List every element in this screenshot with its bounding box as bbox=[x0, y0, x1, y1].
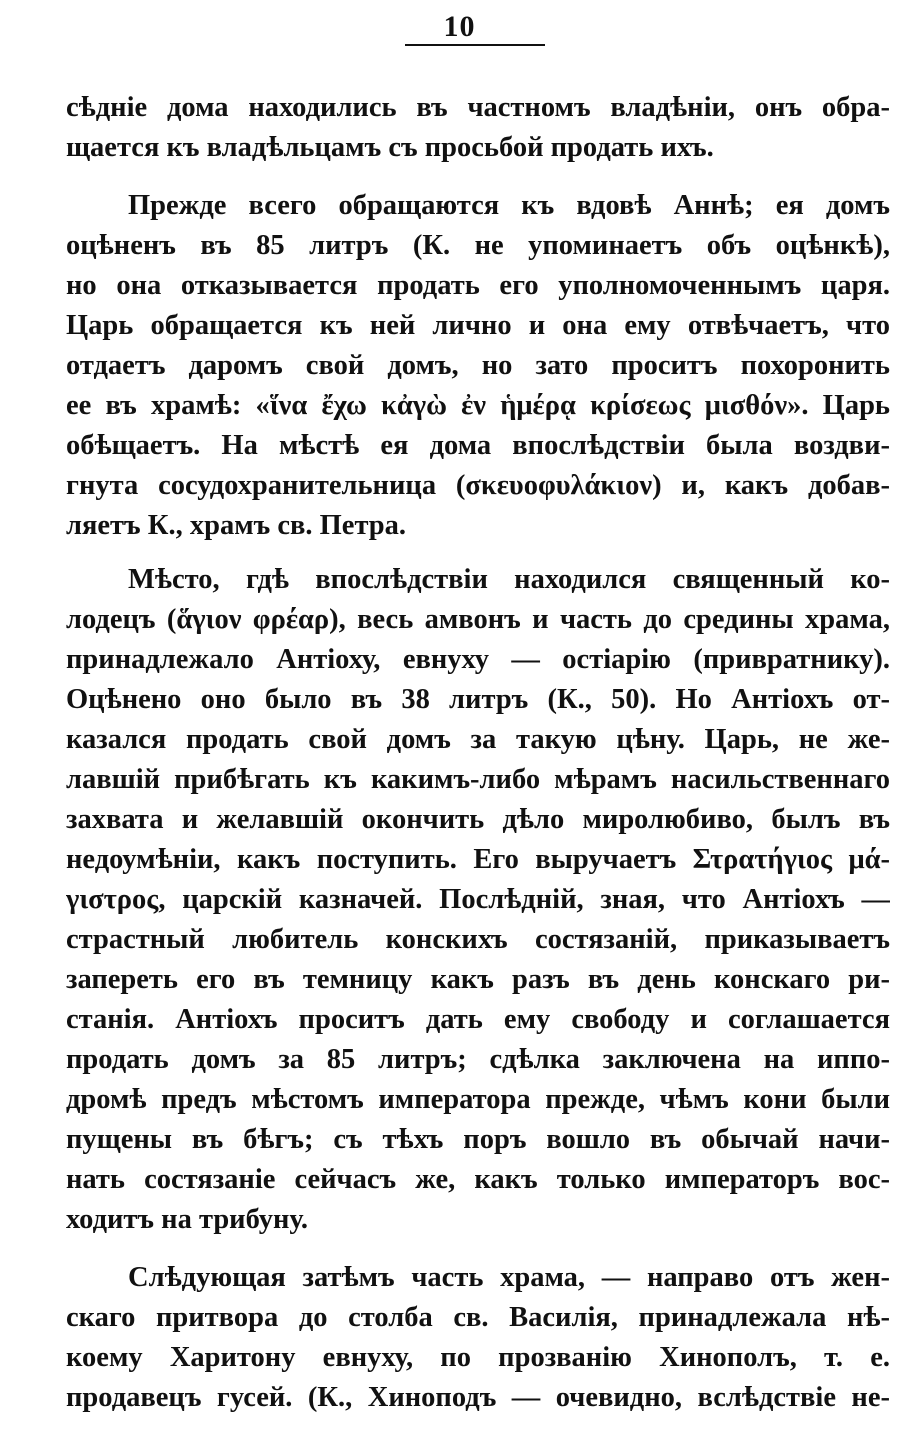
text-line: обѣщаетъ. На мѣстѣ ея дома впослѣдствіи была воздви- bbox=[66, 430, 890, 461]
text-line: принадлежало Антіоху, евнуху — остіарію (привратнику). bbox=[66, 644, 890, 675]
paragraph-4 bbox=[66, 1258, 890, 1418]
text-line: ее въ храмѣ: «ἵνα ἔχω κἀγὼ ἐν ἡμέρᾳ κρίσεως μισθόν». Царь bbox=[66, 390, 890, 421]
text-line: ляетъ К., храмъ св. Петра. bbox=[66, 510, 407, 541]
text-line: запереть его въ темницу какъ разъ въ день конскаго ри- bbox=[66, 964, 890, 995]
text-line: ходитъ на трибуну. bbox=[66, 1204, 308, 1235]
text-line: страстный любитель конскихъ состязаній, приказываетъ bbox=[66, 924, 890, 955]
text-line: недоумѣніи, какъ поступить. Его выручаетъ Στρατήγιος μά- bbox=[66, 844, 890, 875]
text-line: станія. Антіохъ проситъ дать ему свободу и соглашается bbox=[66, 1004, 890, 1035]
text-line: сѣдніе дома находились въ частномъ владѣніи, онъ обра- bbox=[66, 92, 890, 123]
paragraph-1 bbox=[66, 88, 890, 168]
text-line: нать состязаніе сейчасъ же, какъ только императоръ вос- bbox=[66, 1164, 890, 1195]
paragraph-2 bbox=[66, 186, 890, 546]
text-line: Прежде всего обращаются къ вдовѣ Аннѣ; ея домъ bbox=[128, 190, 890, 221]
text-line: Оцѣнено оно было въ 38 литръ (К., 50). Но Антіохъ от- bbox=[66, 684, 890, 715]
text-line: продать домъ за 85 литръ; сдѣлка заключена на иппо- bbox=[66, 1044, 890, 1075]
text-line: Мѣсто, гдѣ впослѣдствіи находился священный ко- bbox=[128, 564, 890, 595]
text-line: отдаетъ даромъ свой домъ, но зато проситъ похоронить bbox=[66, 350, 890, 381]
text-line: гнута сосудохранительница (σκευοφυλάκιον) и, какъ добав- bbox=[66, 470, 890, 501]
text-line: пущены въ бѣгъ; съ тѣхъ поръ вошло въ обычай начи- bbox=[66, 1124, 890, 1155]
text-line: продавецъ гусей. (К., Хиноподъ — очевидно, вслѣдствіе не- bbox=[66, 1382, 890, 1413]
text-line: дромѣ предъ мѣстомъ императора прежде, чѣмъ кони были bbox=[66, 1084, 890, 1115]
text-line: оцѣненъ въ 85 литръ (К. не упоминаетъ объ оцѣнкѣ), bbox=[66, 230, 890, 261]
text-line: коему Харитону евнуху, по прозванію Хинополъ, т. е. bbox=[66, 1342, 890, 1373]
text-line: γιστρος, царскій казначей. Послѣдній, зная, что Антіохъ — bbox=[66, 884, 890, 915]
paragraph-3 bbox=[66, 560, 890, 1240]
text-line: лавшій прибѣгать къ какимъ-либо мѣрамъ насильственнаго bbox=[66, 764, 890, 795]
text-line: захвата и желавшій окончить дѣло миролюбиво, былъ въ bbox=[66, 804, 890, 835]
text-line: казался продать свой домъ за такую цѣну. Царь, не же- bbox=[66, 724, 890, 755]
text-line: но она отказывается продать его уполномоченнымъ царя. bbox=[66, 270, 890, 301]
text-line: скаго притвора до столба св. Василія, принадлежала нѣ- bbox=[66, 1302, 890, 1333]
text-line: щается къ владѣльцамъ съ просьбой продать ихъ. bbox=[66, 132, 714, 163]
header-rule bbox=[405, 44, 545, 46]
text-line: Слѣдующая затѣмъ часть храма, — направо отъ жен- bbox=[128, 1262, 890, 1293]
text-line: Царь обращается къ ней лично и она ему отвѣчаетъ, что bbox=[66, 310, 890, 341]
page-number: 10 bbox=[443, 10, 476, 43]
text-line: лодецъ (ἅγιον φρέαρ), весь амвонъ и часть до средины храма, bbox=[66, 604, 890, 635]
